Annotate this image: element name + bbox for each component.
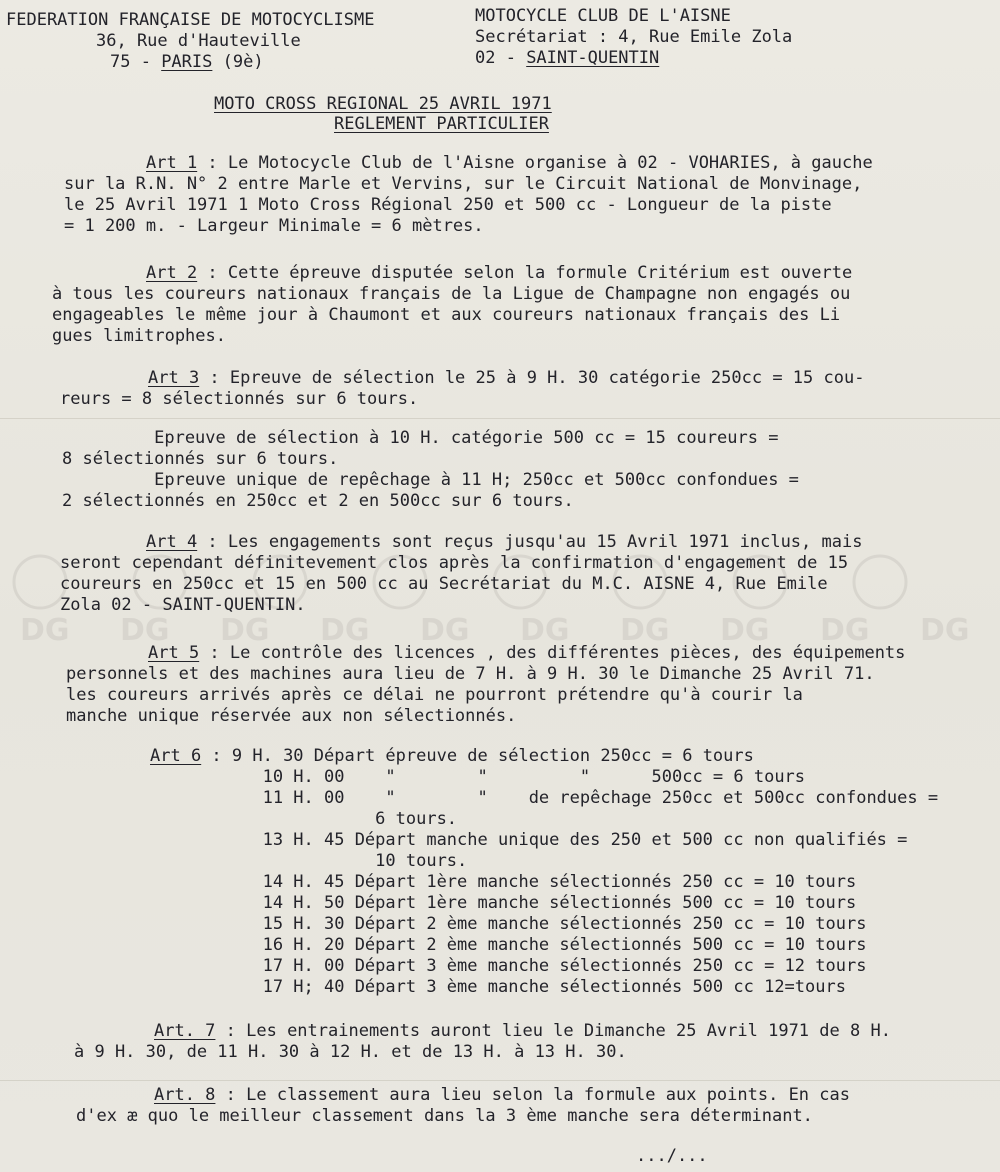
article-1-label: Art 1 [146,153,198,173]
article-5-label: Art 5 [148,643,200,663]
rules-title: REGLEMENT PARTICULIER [334,114,549,134]
article-2: Art 2 : Cette épreuve disputée selon la formule Critérium est ouverte à tous les coureurs nationaux français de la Ligue de Champagne non engagés ou engageables le même jour à Chaumont et aux coureurs nationaux français des Li gues limitrophes. [52,263,853,346]
svg-text:DG: DG [420,613,470,648]
svg-text:DG: DG [320,613,370,648]
svg-text:DG: DG [520,613,570,648]
svg-text:DG: DG [920,613,970,648]
article-3: Art 3 : Epreuve de sélection le 25 à 9 H. 30 catégorie 250cc = 15 cou- reurs = 8 sélectionnés sur 6 tours. [60,368,865,409]
club-name: MOTOCYCLE CLUB DE L'AISNE [475,6,731,26]
article-7: Art. 7 : Les entrainements auront lieu le Dimanche 25 Avril 1971 de 8 H. à 9 H. 30, de 11 H. 30 à 12 H. et de 13 H. à 13 H. 30. [74,1021,891,1062]
svg-text:DG: DG [20,613,70,648]
article-8: Art. 8 : Le classement aura lieu selon la formule aux points. En cas d'ex æ quo le meilleur classement dans la 3 ème manche sera déterminant. [76,1085,850,1126]
federation-address: 36, Rue d'Hauteville [96,31,301,51]
article-2-label: Art 2 [146,263,198,283]
svg-text:DG: DG [620,613,670,648]
article-7-label: Art. 7 [154,1021,216,1041]
article-3-continued: Epreuve de sélection à 10 H. catégorie 500 cc = 15 coureurs = 8 sélectionnés sur 6 tours. Epreuve unique de repêchage à 11 H; 250cc et 500cc confondues = 2 sélectionnés en 250cc et 2 en 500cc sur 6 tours. [62,428,799,511]
article-1: Art 1 : Le Motocycle Club de l'Aisne organise à 02 - VOHARIES, à gauche sur la R.N. N° 2 entre Marle et Vervins, sur le Circuit National de Monvinage, le 25 Avril 1971 1 Moto Cross Régional 250 et 500 cc - Longueur de la piste = 1 200 m. - Largeur Minimale = 6 mètres. [64,153,873,236]
article-6-label: Art 6 [150,746,202,766]
continuation-mark: .../... [636,1146,708,1166]
svg-text:DG: DG [220,613,270,648]
federation-name: FEDERATION FRANÇAISE DE MOTOCYCLISME [6,10,375,30]
svg-text:DG: DG [820,613,870,648]
federation-city: 75 - PARIS (9è) [110,52,264,72]
page-fold [0,418,1000,419]
svg-text:DG: DG [120,613,170,648]
svg-text:DG: DG [720,613,770,648]
event-title: MOTO CROSS REGIONAL 25 AVRIL 1971 [214,94,552,114]
page-fold [0,1080,1000,1081]
article-6-schedule: Art 6 : 9 H. 30 Départ épreuve de sélection 250cc = 6 tours 10 H. 00 " " " 500cc = 6 tours 11 H. 00 " " de repêchage 250cc et 500cc confondues = 6 tours. 13 H. 45 Départ manche unique des 250 et 500 cc non qualifiés = 10 tours. 14 H. 45 Départ 1ère manche sélectionnés 250 cc = 10 tours 14 H. 50 Départ 1ère manche sélectionnés 500 cc = 10 tours 15 H. 30 Départ 2 ème manche sélectionnés 250 cc = 10 tours 16 H. 20 Départ 2 ème manche sélectionnés 500 cc = 10 tours 17 H. 00 Départ 3 ème manche sélectionnés 250 cc = 12 tours 17 H; 40 Départ 3 ème manche sélectionnés 500 cc 12=tours [150,746,939,997]
club-secretariat: Secrétariat : 4, Rue Emile Zola [475,27,793,47]
article-8-label: Art. 8 [154,1085,216,1105]
article-4-label: Art 4 [146,532,198,552]
club-city: 02 - SAINT-QUENTIN [475,48,660,68]
article-3-label: Art 3 [148,368,200,388]
article-5: Art 5 : Le contrôle des licences , des différentes pièces, des équipements personnels et des machines aura lieu de 7 H. à 9 H. 30 le Dimanche 25 Avril 71. les coureurs arrivés après ce délai ne pourront prétendre qu'à courir la manche unique réservée aux non sélectionnés. [66,643,906,726]
article-4: Art 4 : Les engagements sont reçus jusqu'au 15 Avril 1971 inclus, mais seront cependant définitevement clos après la confirmation d'engagement de 15 coureurs en 250cc et 15 en 500 cc au Secrétariat du M.C. AISNE 4, Rue Emile Zola 02 - SAINT-QUENTIN. [60,532,863,615]
